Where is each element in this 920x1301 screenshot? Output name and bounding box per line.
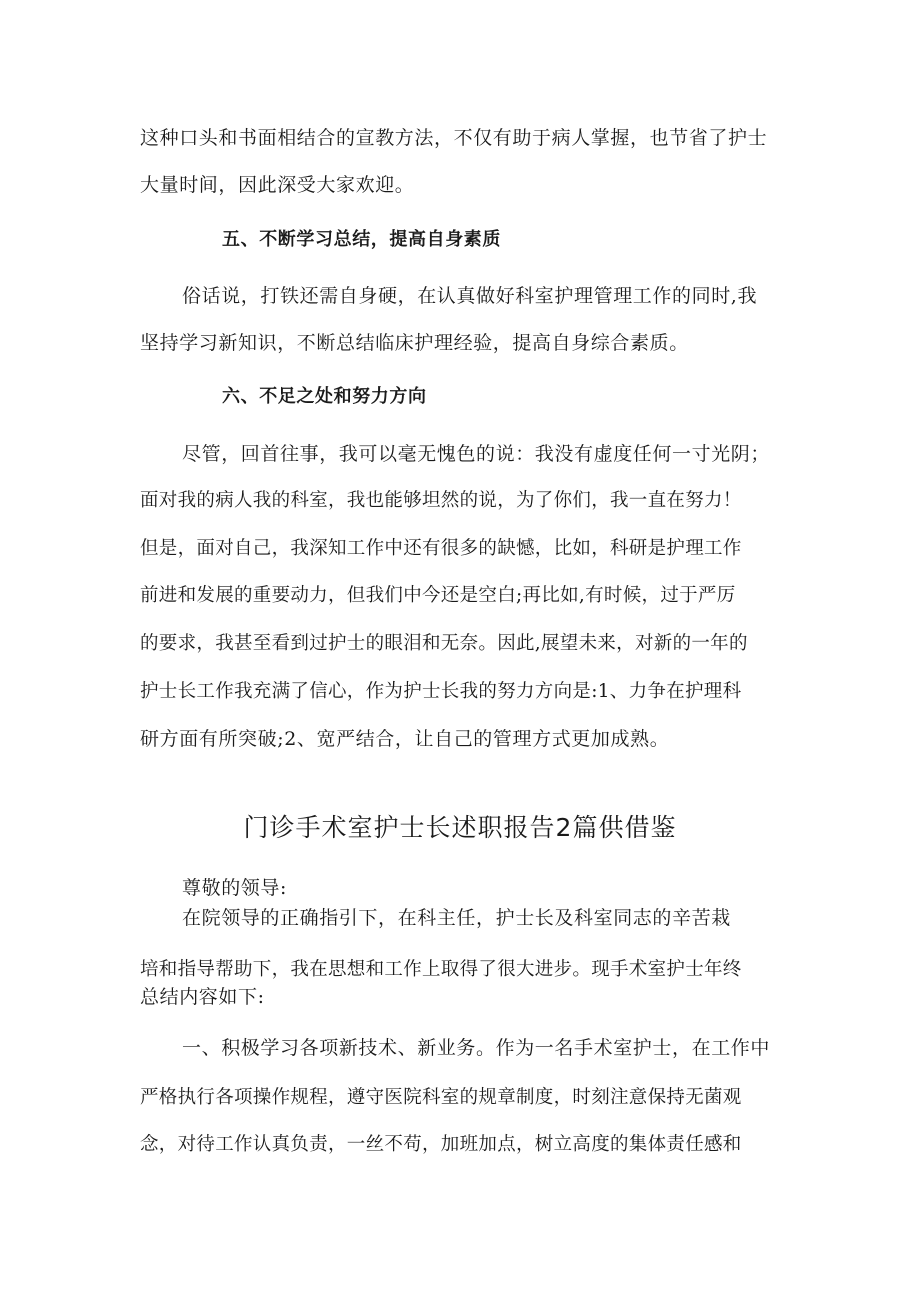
paragraph-line: 严格执行各项操作规程，遵守医院科室的规章制度，时刻注意保持无菌观 [140, 1087, 742, 1108]
paragraph-line: 培和指导帮助下，我在思想和工作上取得了很大进步。现手术室护士年终 [140, 959, 742, 980]
report-title: 门诊手术室护士长述职报告2篇供借鉴 [243, 813, 677, 842]
paragraph-line: 俗话说，打铁还需自身硬，在认真做好科室护理管理工作的同时,我 [182, 285, 758, 307]
paragraph-line: 坚持学习新知识，不断总结临床护理经验，提高自身综合素质。 [140, 332, 689, 354]
paragraph-line: 护士长工作我充满了信心，作为护士长我的努力方向是:1、力争在护理科 [140, 681, 742, 702]
section-heading-6: 六、不足之处和努力方向 [222, 386, 427, 407]
paragraph-line: 面对我的病人我的科室，我也能够坦然的说，为了你们，我一直在努力！ [140, 490, 742, 511]
paragraph-line: 一、积极学习各项新技术、新业务。作为一名手术室护士，在工作中 [182, 1037, 771, 1059]
paragraph-line: 念，对待工作认真负责，一丝不苟，加班加点，树立高度的集体责任感和 [140, 1134, 742, 1155]
paragraph-line: 在院领导的正确指引下，在科主任，护士长及科室同志的辛苦栽 [182, 907, 731, 929]
paragraph-line: 总结内容如下: [140, 986, 265, 1008]
paragraph-line: 大量时间，因此深受大家欢迎。 [140, 174, 415, 196]
paragraph-line: 这种口头和书面相结合的宣教方法，不仅有助于病人掌握，也节省了护士 [140, 127, 768, 149]
paragraph-line: 研方面有所突破;2、宽严结合，让自己的管理方式更加成熟。 [140, 728, 670, 750]
paragraph-line: 尽管，回首往事，我可以毫无愧色的说：我没有虚度任何一寸光阴； [182, 443, 771, 465]
paragraph-line: 但是，面对自己，我深知工作中还有很多的缺憾，比如，科研是护理工作 [140, 538, 742, 559]
section-heading-5: 五、不断学习总结，提高自身素质 [222, 229, 501, 250]
paragraph-line: 前进和发展的重要动力，但我们中今还是空白;再比如,有时候，过于严厉 [140, 585, 736, 606]
salutation: 尊敬的领导: [182, 877, 288, 899]
paragraph-line: 的要求，我甚至看到过护士的眼泪和无奈。因此,展望未来，对新的一年的 [140, 633, 748, 654]
